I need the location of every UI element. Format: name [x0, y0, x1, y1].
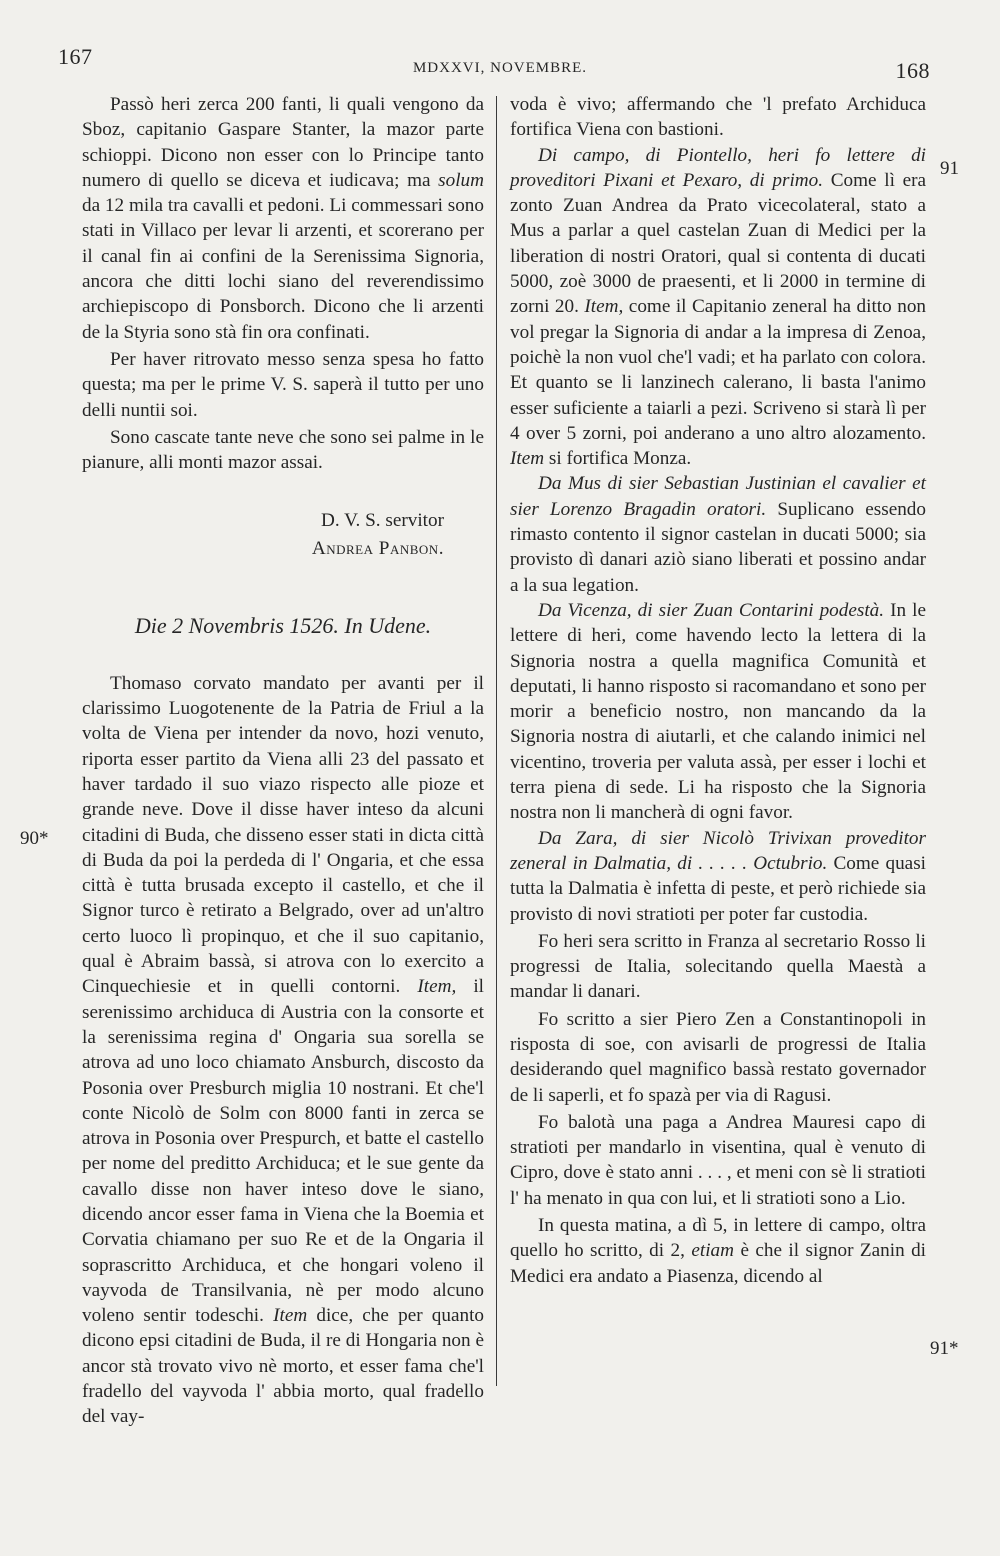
date-heading: Die 2 Novembris 1526. In Udene. — [134, 613, 432, 639]
paragraph: voda è vivo; affermando che 'l prefato Archiduca fortifica Viena con bastioni. — [510, 94, 926, 141]
right-column — [510, 92, 926, 1289]
left-column — [82, 92, 484, 1430]
paragraph: Fo heri sera scritto in Franza al secretario Rosso li progressi de Italia, solecitando quella Maestà a mandar li danari. — [510, 930, 926, 1003]
paragraph: Da Zara, di sier Nicolò Trivixan proveditor zeneral in Dalmatia, di . . . . . Octubrio. Come quasi tutta la Dalmatia è infetta di peste, et però richiede sia provisto di novi stratioti per poter far custodia. — [510, 827, 926, 925]
paragraph: Passò heri zerca 200 fanti, li quali vengono da Sboz, capitanio Gaspare Stanter, la mazor parte schioppi. Dicono non esser con lo Principe tanto numero di quello se diceva et iudicava; ma solum da 12 mila tra cavalli et pedoni. Li commessari sono stati in Villaco per levar li arzenti, et scorerano per il canal fin ai confini de la Serenissima Signoria, ancora che ditti lochi siano del reverendissimo archiepiscopo di Ponsborch. Dicono che li arzenti de la Styria sono stà fin ora confinati. — [82, 94, 484, 343]
paragraph: Da Mus di sier Sebastian Justinian el cavalier et sier Lorenzo Bragadin oratori. Suplicano essendo rimasto contento il signor castelan in ducati 5000; sia provisto dì danari aziò siano liberati et possino andar a la sua legation. — [510, 473, 926, 596]
paragraph: Di campo, di Piontello, heri fo lettere di proveditori Pixani et Pexaro, di primo. Come lì era zonto Zuan Andrea da Prato vicecolateral, stato a Mus a parlar a quel castelan Zuan di Medici per la liberation di nostri Oratori, qual si contenta di ducati 5000, zoè 3000 de praesenti, et li 2000 in termine di zorni 20. Item, come il Capitanio zeneral ha ditto non vol pregar la Signoria di andar a la impresa di Zenoa, poichè la non vuol che'l vadi; et ha parlato con colora. Et quanto se li lanzinech calerano, li basta l'animo esser suficiente a taiarli a pezi. Scriveno si starà lì per 4 over 5 zorni, poi anderano a uno altro alozamento. Item si fortifica Monza. — [510, 144, 927, 470]
paragraph: Per haver ritrovato messo senza spesa ho fatto questa; ma per le prime V. S. saperà il tutto per uno delli nuntii soi. — [82, 348, 484, 421]
paragraph: Fo balotà una paga a Andrea Mauresi capo di stratioti per mandarlo in visentina, qual è venuto di Cipro, dove è stato anni . . . , et meni con sè li stratioti l' ha menato in qua con lui, et li stratioti sono a Lio. — [510, 1111, 926, 1209]
paragraph: In questa matina, a dì 5, in lettere di campo, oltra quello ho scritto, di 2, etiam è che il signor Zanin di Medici era andato a Piasenza, dicendo al — [510, 1215, 927, 1287]
page-number-left: 167 — [58, 44, 93, 69]
signature: D. V. S. servitor Andrea Panbon. — [311, 510, 444, 560]
margin-number-91b: 91* — [930, 1338, 959, 1359]
paragraph: Sono cascate tante neve che sono sei palme in le pianure, alli monti mazor assai. — [82, 426, 484, 474]
page-number-right: 168 — [895, 58, 930, 83]
margin-number-90: 90* — [20, 828, 49, 849]
paragraph: Da Vicenza, di sier Zuan Contarini podestà. In le lettere di heri, come havendo lecto la lettera di la Signoria nostra a quella magnifica Comunità et deputati, li hanno risposto si racomandano et sono per morir a beneficio nostro, non mancando da la Signoria nostra di aiutarli, et che calando inimici nel vicentino, troveria per valuta assà, per esser i lochi et terra piena di sede. Li ha risposto che la Signoria nostra non li mancherà di ogni favor. — [510, 599, 926, 824]
column-divider — [496, 96, 497, 1386]
running-head: MDXXVI, NOVEMBRE. — [412, 60, 588, 76]
paragraph: Thomaso corvato mandato per avanti per il clarissimo Luogotenente de la Patria de Friul a la volta de Viena per intender da novo, hozi venuto, riporta esser partito da Viena alli 23 del passato et haver tardado il suo viazo rispecto alle pioze et grande neve. Dove il disse haver inteso da alcuni citadini di Buda, che disseno esser stati in dicta città di Buda da poi la perdeda di l' Ongaria, et che essa città è tutta brusada excepto il castello, et che il Signor turco è retirato a Belgrado, over ad un'altro certo luoco lì propinquo, et che il suo capitanio, qual è Abraim bassà, si atrova con lo exercito a Cinquechiesie et in quelli contorni. Item, il serenissimo archiduca di Austria con la consorte et la serenissima regina d' Ongaria sua sorella se atrova ad uno loco chiamato Ansburch, discosto da Posonia over Presburch miglia 10 nostrani. Et che'l conte Nicolò de Solm con 8000 fanti in zerca se atrova in Posonia over Prespurch, et batte el castello per nome del preditto Archiduca; et le sue gente da cavallo disse non haver inteso dove le siano, dicendo ancor esser fama in Viena che la Boemia et Corvatia chiamano per suo Re et de la Ongaria il soprascritto Archiduca, et che hongari voleno il vayvoda de Transilvania, nè per modo alcuno voleno sentir todeschi. Item dice, che per quanto dicono epsi citadini de Buda, il re di Hongaria non è ancor stà trovato vivo nè morto, et esser fama che'l fradello del vayvoda l' abbia morto, qual fradello del vay- — [82, 672, 485, 1428]
paragraph: Fo scritto a sier Piero Zen a Constantinopoli in risposta di soe, con avisarli de progressi de Italia desiderando quel magnifico bassà restato governador de li saperli, et fo spazà per via di Ragusi. — [510, 1008, 926, 1106]
margin-number-91: 91 — [940, 158, 959, 179]
